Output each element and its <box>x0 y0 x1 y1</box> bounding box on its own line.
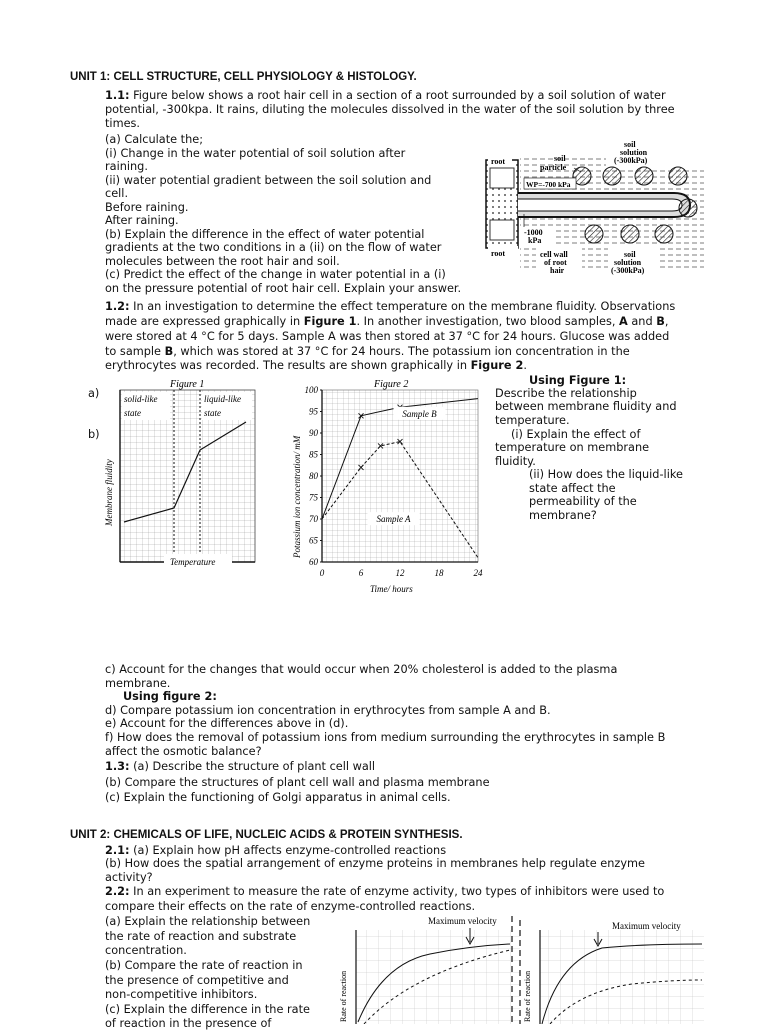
graph2-ylabel: Rate of reaction <box>523 970 532 1022</box>
fig1-xlabel: Temperature <box>170 557 216 567</box>
fig1-liquid-label-2: state <box>204 408 221 418</box>
graph1-ylabel: Rate of reaction <box>339 970 348 1022</box>
label-soil-solution-2: solution <box>620 148 648 157</box>
fig2-xtick-12: 12 <box>395 568 405 578</box>
fig2-ytick-60: 60 <box>309 557 318 567</box>
q22-b-line1: (b) Compare the rate of reaction in <box>105 959 303 972</box>
q11-b-line2: gradients at the two conditions in a (ii) on the flow of water <box>105 241 442 254</box>
q12-e: e) Account for the differences above in (d). <box>105 717 349 730</box>
root-hair-diagram <box>484 138 706 280</box>
enzyme-graph-noncompetitive <box>512 912 708 1024</box>
side-label-a: a) <box>88 387 100 400</box>
q12-line2: made are expressed graphically in Figure 1. In another investigation, two blood samples, A and B, <box>105 315 669 328</box>
unit2-heading: UNIT 2: CHEMICALS OF LIFE, NUCLEIC ACIDS & PROTEIN SYNTHESIS. <box>70 829 463 841</box>
q13-b: (b) Compare the structures of plant cell wall and plasma membrane <box>105 776 490 789</box>
q21-b-line2: activity? <box>105 871 153 884</box>
fig2-xlabel: Time/ hours <box>370 584 413 594</box>
q22-c-line2: of reaction in the presence of <box>105 1017 272 1030</box>
using-figure2: Using figure 2: <box>123 690 217 703</box>
fig2-ytick-80: 80 <box>309 471 318 481</box>
using-figure1: Using Figure 1: <box>529 374 627 387</box>
fig1-solid-label-1: solid-like <box>124 394 158 404</box>
q13-a: 1.3: (a) Describe the structure of plant cell wall <box>105 760 376 773</box>
fig1-ii-line1: (ii) How does the liquid-like <box>529 468 683 481</box>
q12-line4: to sample B, which was stored at 37 °C for 24 hours. The potassium ion concentration in the <box>105 345 630 358</box>
q22-b-line3: non-competitive inhibitors. <box>105 988 258 1001</box>
label-soil-solution-1: soil <box>624 140 636 149</box>
q22-line1: 2.2: In an experiment to measure the rate of enzyme activity, two types of inhibitors were used to <box>105 885 665 898</box>
fig1-solid-label-2: state <box>124 408 141 418</box>
unit1-heading: UNIT 1: CELL STRUCTURE, CELL PHYSIOLOGY & HISTOLOGY. <box>70 71 417 83</box>
q22-a-line3: concentration. <box>105 944 187 957</box>
fig2-title: Figure 2 <box>374 379 409 390</box>
fig1-liquid-label-1: liquid-like <box>204 394 241 404</box>
q12-f-line2: affect the osmotic balance? <box>105 745 262 758</box>
fig1-ylabel: Membrane fluidity <box>104 459 114 526</box>
label-wp: WP=-700 kPa <box>526 180 571 189</box>
fig2-xtick-18: 18 <box>434 568 444 578</box>
q12-f-line1: f) How does the removal of potassium ions from medium surrounding the erythrocytes in sample B <box>105 731 666 744</box>
fig2-ytick-95: 95 <box>309 406 318 417</box>
q12-line1: 1.2: In an investigation to determine the effect temperature on the membrane fluidity. Observations <box>105 300 676 313</box>
q22-b-line2: the presence of competitive and <box>105 974 289 987</box>
q11-b-line1: (b) Explain the difference in the effect of water potential <box>105 228 425 241</box>
q22-c-line1: (c) Explain the difference in the rate <box>105 1003 310 1016</box>
fig2-ytick-100: 100 <box>304 385 318 395</box>
q13-c: (c) Explain the functioning of Golgi apparatus in animal cells. <box>105 791 451 804</box>
q11-intro-line2: potential, -300kpa. It rains, diluting the molecules dissolved in the water of the soil solution by three <box>105 103 675 116</box>
label-soil-particle-1: soil <box>554 154 566 163</box>
fig1-ii-line2: state affect the <box>529 482 616 495</box>
label-cell-wall-3: hair <box>550 266 565 275</box>
label-soil-solution-3: (-300kPa) <box>614 156 648 165</box>
label-inner-1: -1000 <box>524 228 543 237</box>
q11-c-line1: (c) Predict the effect of the change in water potential in a (i) <box>105 268 446 281</box>
q21-b-line1: (b) How does the spatial arrangement of enzyme proteins in membranes help regulate enzyme <box>105 857 645 870</box>
fig2-ytick-90: 90 <box>309 428 318 438</box>
label-inner-2: kPa <box>528 236 542 245</box>
q12-c-line1: c) Account for the changes that would occur when 20% cholesterol is added to the plasma <box>105 663 618 676</box>
q21-a: 2.1: (a) Explain how pH affects enzyme-controlled reactions <box>105 844 447 857</box>
figure1-title: Figure 1 <box>170 379 205 390</box>
fig1-q-line3: temperature. <box>495 414 570 427</box>
label-root-top: root <box>491 157 506 166</box>
fig2-legend-sample-b: Sample B <box>402 408 437 419</box>
fig1-q-line2: between membrane fluidity and <box>495 400 677 413</box>
fig2-ytick-70: 70 <box>309 514 318 524</box>
figure2-potassium-chart <box>288 376 488 598</box>
fig2-legend-sample-a: Sample A <box>376 514 411 525</box>
graph1-max-velocity-label: Maximum velocity <box>428 916 497 926</box>
fig2-xtick-24: 24 <box>473 568 483 578</box>
q22-a-line1: (a) Explain the relationship between <box>105 915 311 928</box>
fig2-ytick-85: 85 <box>309 449 318 460</box>
fig1-q-line1: Describe the relationship <box>495 387 637 400</box>
q11-b-line3: molecules between the root hair and soil. <box>105 255 340 268</box>
q12-d: d) Compare potassium ion concentration in erythrocytes from sample A and B. <box>105 704 551 717</box>
q22-a-line2: the rate of reaction and substrate <box>105 930 297 943</box>
q11-before: Before raining. <box>105 201 189 214</box>
fig1-i-line3: fluidity. <box>495 455 536 468</box>
q12-line3: were stored at 4 °C for 5 days. Sample A was then stored at 37 °C for 24 hours. Glucose was added <box>105 330 670 343</box>
q12-line5: erythrocytes was recorded. The results are shown graphically in Figure 2. <box>105 359 527 372</box>
label-soil-particle-2: particle <box>540 163 567 172</box>
q11-i-line2: raining. <box>105 160 148 173</box>
label-cell-wall-2: of root <box>544 258 567 267</box>
label-soil-bottom-2: solution <box>614 258 642 267</box>
q12-c-line2: membrane. <box>105 677 171 690</box>
q22-line2: compare their effects on the rate of enzyme-controlled reactions. <box>105 900 476 913</box>
label-root-bottom: root <box>491 249 506 258</box>
q11-i-line1: (i) Change in the water potential of soil solution after <box>105 147 406 160</box>
q11-a: (a) Calculate the; <box>105 133 204 146</box>
fig1-ii-line3: permeability of the <box>529 495 637 508</box>
q11-after: After raining. <box>105 214 179 227</box>
label-cell-wall-1: cell wall <box>540 250 568 259</box>
fig2-xtick-0: 0 <box>319 568 325 578</box>
fig1-i-line2: temperature on membrane <box>495 441 650 454</box>
q11-intro-line3: times. <box>105 117 140 130</box>
fig1-ii-line4: membrane? <box>529 509 597 522</box>
q11-ii-line2: cell. <box>105 187 129 200</box>
fig2-ytick-75: 75 <box>309 492 318 503</box>
enzyme-graph-competitive <box>330 912 522 1024</box>
fig1-i-line1: (i) Explain the effect of <box>511 428 641 441</box>
q11-ii-line1: (ii) water potential gradient between the soil solution and <box>105 174 432 187</box>
root-hair-vacuole <box>518 199 682 211</box>
fig2-xtick-6: 6 <box>358 568 364 578</box>
fig2-ylabel: Potassium ion concentration/ mM <box>292 435 302 558</box>
q11-intro-line1: 1.1: Figure below shows a root hair cell in a section of a root surrounded by a soil solution of water <box>105 89 666 102</box>
graph2-max-velocity-label: Maximum velocity <box>612 921 681 931</box>
fig2-ytick-65: 65 <box>309 535 318 546</box>
side-label-b: b) <box>88 428 100 441</box>
label-soil-bottom-3: (-300kPa) <box>611 266 645 275</box>
label-soil-bottom-1: soil <box>624 250 636 259</box>
figure1-membrane-fluidity <box>100 376 260 572</box>
q11-c-line2: on the pressure potential of root hair cell. Explain your answer. <box>105 282 462 295</box>
